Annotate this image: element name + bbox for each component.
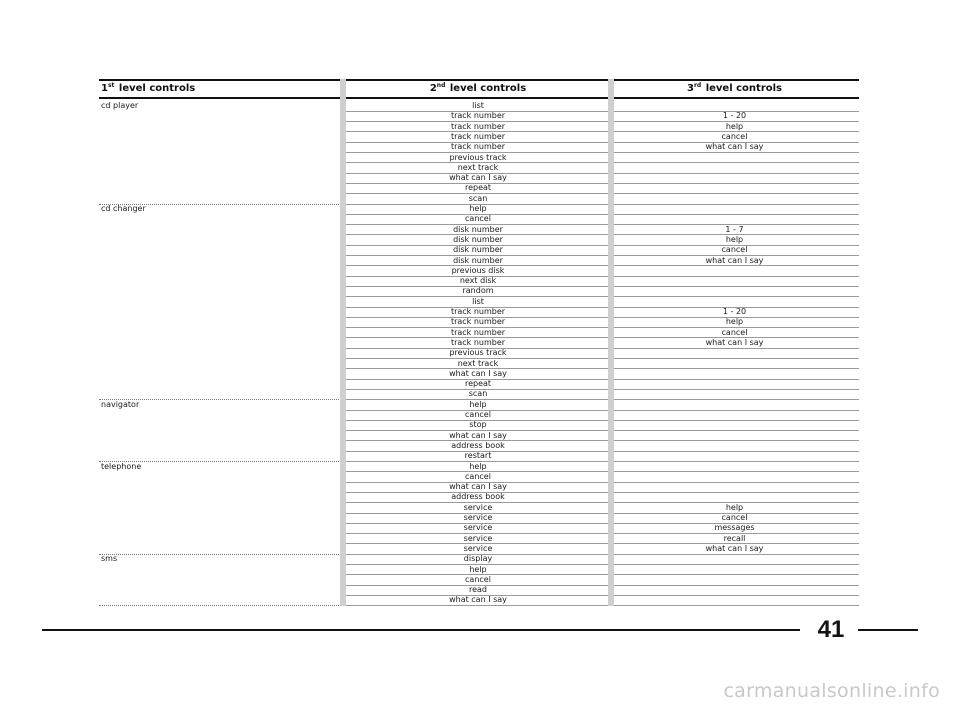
level3-item: [610, 214, 859, 224]
header-level-3-num: 3: [686, 83, 694, 94]
level2-item: previous track: [449, 348, 507, 358]
level2-item: next track: [457, 358, 499, 368]
level2-item: previous track: [449, 152, 507, 162]
level2-item: track number: [450, 142, 506, 152]
level3-item: [610, 183, 859, 193]
level2-item: cancel: [465, 574, 491, 584]
level2-item: cancel: [465, 410, 491, 419]
level3-item: [610, 441, 859, 451]
header-level-1-sup: st: [107, 82, 115, 89]
level2-item: service: [463, 513, 493, 522]
level2-item: service: [463, 523, 493, 533]
level3-item: [610, 101, 859, 111]
level3-item: what can I say: [705, 142, 764, 152]
level2-item: help: [469, 399, 487, 409]
level3-item: [610, 389, 859, 399]
level3-item: cancel: [721, 245, 748, 255]
level3-item: cancel: [721, 513, 748, 522]
header-level-2-sup: nd: [436, 82, 446, 89]
level2-item: list: [472, 101, 484, 110]
level3-item: recall: [723, 533, 746, 543]
level3-item: [610, 595, 859, 605]
level2-item: service: [463, 543, 493, 553]
level3-item: 1 - 20: [722, 111, 747, 121]
level3-item: [610, 410, 859, 420]
header-level-1-label: level controls: [118, 83, 196, 94]
level2-item: cancel: [465, 471, 491, 481]
header-level-3-sup: rd: [693, 82, 702, 89]
level2-item: previous disk: [451, 265, 505, 275]
level2-item: service: [463, 502, 493, 512]
header-bottom-rule: [99, 97, 859, 99]
header-level-1: [101, 82, 195, 96]
level3-item: [610, 153, 859, 163]
level1-item: navigator: [101, 399, 140, 409]
level2-row-rule: [346, 605, 608, 606]
level3-item: [610, 297, 859, 307]
level2-item: scan: [468, 389, 488, 399]
level3-item: [610, 420, 859, 430]
level3-item: [610, 379, 859, 389]
level3-item: [610, 492, 859, 502]
level2-item: what can I say: [449, 595, 507, 605]
level2-item: stop: [469, 420, 487, 430]
level1-group-rule: [99, 554, 339, 555]
level1-item: cd player: [101, 101, 139, 110]
level2-item: repeat: [464, 183, 492, 193]
level2-item: restart: [464, 451, 492, 461]
level2-item: cancel: [465, 214, 491, 224]
header-level-3-label: level controls: [705, 83, 783, 94]
level3-item: help: [725, 317, 744, 327]
level3-item: help: [725, 502, 744, 512]
level3-item: [610, 276, 859, 286]
level2-item: track number: [450, 307, 506, 316]
watermark-text: carmanualsonline.info: [723, 680, 940, 702]
level3-item: [610, 163, 859, 173]
level2-item: read: [468, 585, 487, 595]
level3-item: [610, 575, 859, 585]
header-level-1-num: 1: [101, 83, 108, 94]
level3-item: 1 - 20: [722, 307, 747, 316]
level1-item: cd changer: [101, 204, 146, 213]
level3-item: [610, 194, 859, 204]
level2-item: what can I say: [449, 482, 507, 492]
level2-item: what can I say: [449, 368, 507, 378]
level3-item: [610, 472, 859, 482]
level3-item: [610, 431, 859, 441]
level3-item: [610, 204, 859, 214]
level3-item: [610, 585, 859, 595]
level2-item: random: [462, 286, 494, 296]
level2-item: next disk: [459, 276, 497, 286]
level1-item: sms: [101, 554, 118, 564]
level3-item: cancel: [721, 327, 748, 337]
level3-item: what can I say: [705, 543, 764, 553]
level2-item: track number: [450, 317, 506, 327]
level2-item: track number: [450, 327, 506, 337]
level3-item: help: [725, 234, 744, 244]
level3-item: [610, 348, 859, 358]
level2-item: help: [469, 461, 487, 471]
level2-item: next track: [457, 162, 499, 172]
level2-item: track number: [450, 131, 506, 141]
level2-item: track number: [450, 111, 506, 121]
level3-item: [610, 286, 859, 296]
level3-item: messages: [714, 523, 755, 533]
level2-item: display: [463, 554, 493, 564]
level3-item: [610, 462, 859, 472]
level2-item: help: [469, 204, 487, 213]
header-level-2-label: level controls: [449, 83, 527, 94]
level2-item: address book: [451, 492, 505, 502]
page-number: 41: [817, 616, 845, 643]
level2-item: disk number: [453, 224, 503, 234]
level2-item: disk number: [453, 234, 503, 244]
level3-item: [610, 482, 859, 492]
level1-group-rule: [99, 605, 339, 606]
level3-item: [610, 369, 859, 379]
header-level-2: [346, 82, 610, 96]
level2-item: what can I say: [449, 430, 507, 440]
level2-item: what can I say: [449, 173, 507, 183]
level3-item: help: [725, 121, 744, 131]
table-top-rule: [99, 79, 859, 81]
level1-item: telephone: [101, 461, 142, 471]
level2-item: help: [469, 564, 487, 574]
footer-rule-left: [42, 629, 800, 631]
level2-item: track number: [450, 337, 506, 347]
level3-item: [610, 400, 859, 410]
level2-item: address book: [451, 440, 505, 450]
level3-item: [610, 173, 859, 183]
level3-item: [610, 359, 859, 369]
level2-item: disk number: [453, 245, 503, 255]
level2-item: track number: [450, 121, 506, 131]
level3-item: [610, 554, 859, 564]
level2-item: list: [472, 296, 484, 306]
level3-item: [610, 266, 859, 276]
level3-item: [610, 565, 859, 575]
level3-item: [610, 451, 859, 461]
level3-item: what can I say: [705, 255, 764, 265]
level2-item: service: [463, 533, 493, 543]
level2-item: disk number: [453, 255, 503, 265]
level3-item: cancel: [721, 131, 748, 141]
header-level-3: [610, 82, 859, 96]
level2-item: scan: [468, 193, 488, 203]
level3-item: what can I say: [705, 337, 764, 347]
footer-rule-right: [858, 629, 918, 631]
level2-item: repeat: [464, 379, 492, 389]
level3-item: 1 - 7: [725, 224, 744, 234]
header-level-2-num: 2: [429, 83, 437, 94]
level3-row-rule: [614, 605, 859, 606]
